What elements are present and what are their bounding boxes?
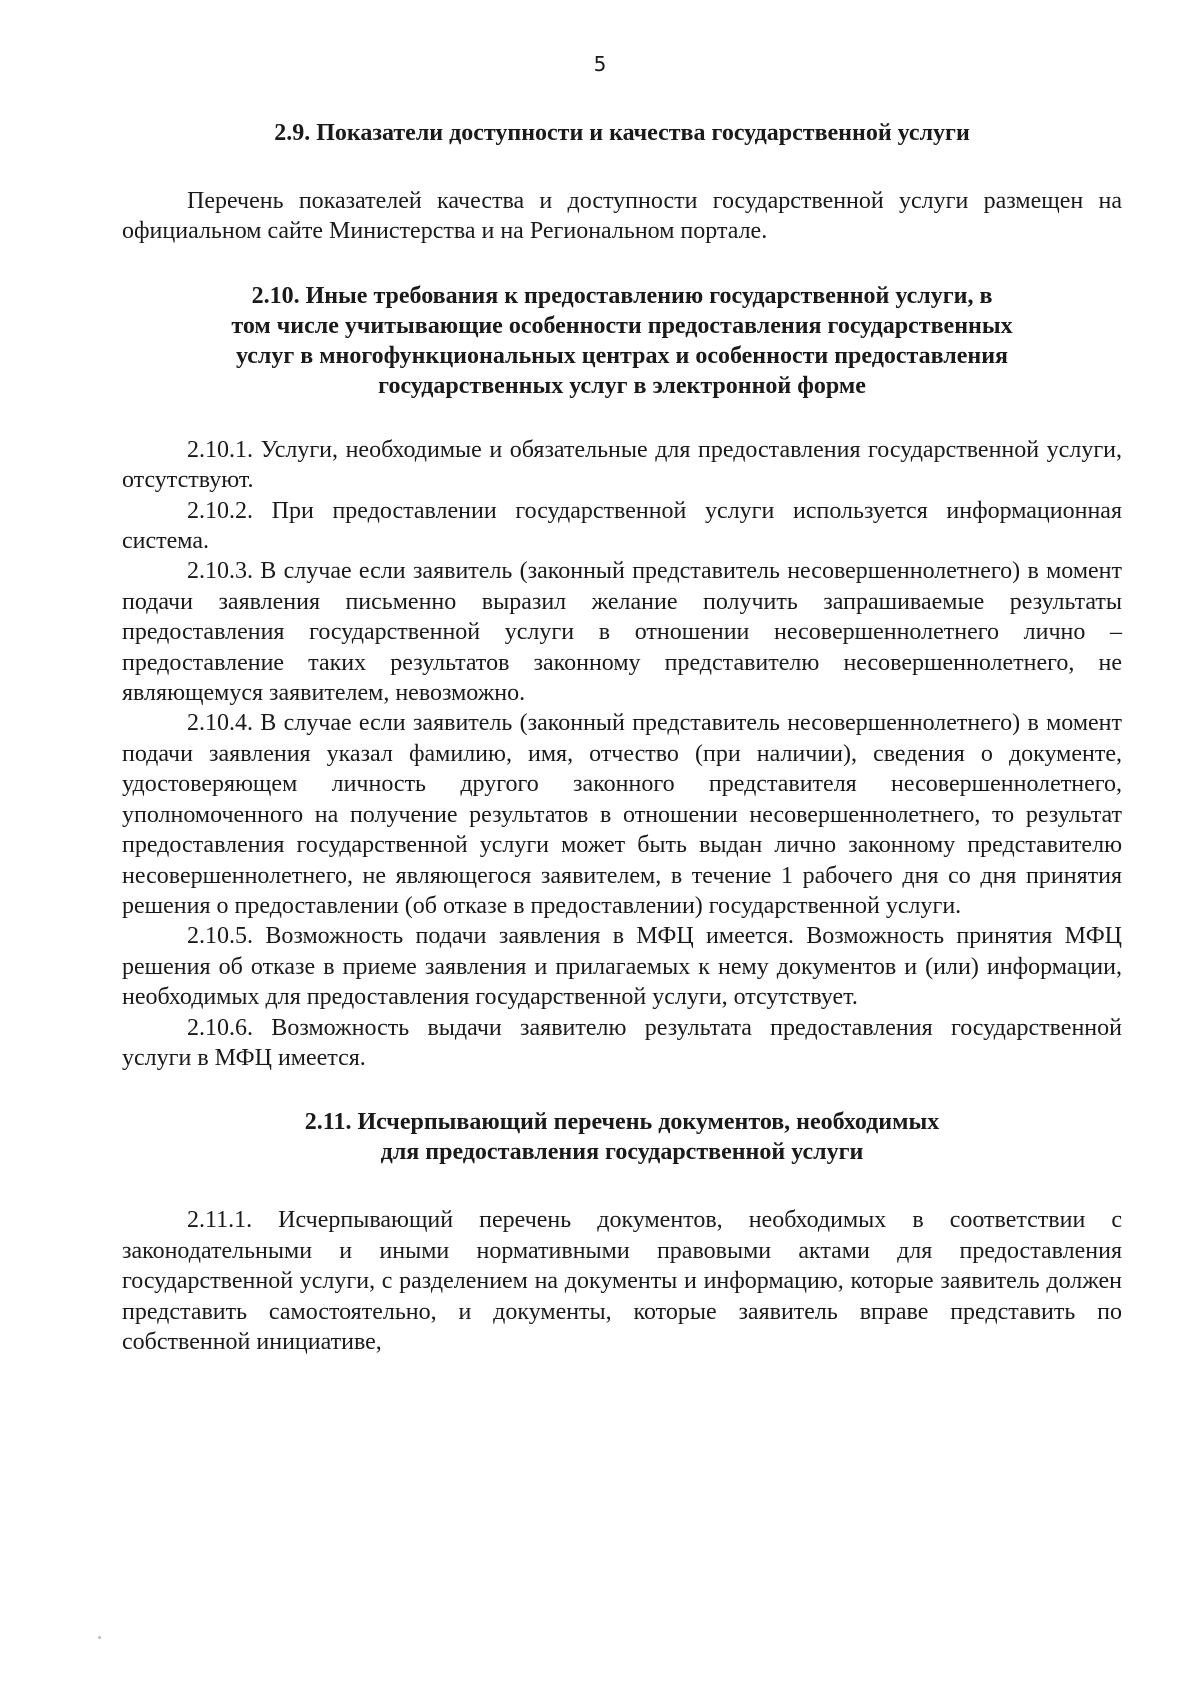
paragraph-2-10-1: 2.10.1. Услуги, необходимые и обязательные для предоставления государственной услуги, отсутствуют. [122,436,1122,494]
paragraph-2-10-4: 2.10.4. В случае если заявитель (законный представитель несовершеннолетнего) в момент подачи заявления указал фамилию, имя, отчество (при наличии), сведения о документе, удостоверяющем личность другого законного представителя несовершеннолетнего, уполномоченного на получение результатов в отношении несовершеннолетнего, то результат предоставления государственной услуги может быть выдан лично законному представителю несовершеннолетнего, не являющегося заявителем, в течение 1 рабочего дня со дня принятия решения о предоставлении (об отказе в предоставлении) государственной услуги. [122,710,1122,919]
paragraph-2-10-2: 2.10.2. При предоставлении государственной услуги используется информационная система. [122,497,1122,555]
section-heading [122,281,1122,401]
heading-line: 2.11. Исчерпывающий перечень документов, необходимых [304,1109,940,1136]
heading-line: государственных услуг в электронной форме [378,372,866,399]
document-body [122,118,1122,1357]
section-2-11 [122,1107,1122,1357]
heading-line: 2.10. Иные требования к предоставлению государственной услуги, в [251,282,993,309]
heading-line: услуг в многофункциональных центрах и особенности предоставления [235,342,1009,369]
section-heading [122,118,1122,148]
section-2-10 [122,281,1122,1074]
paragraph-2-10-5: 2.10.5. Возможность подачи заявления в МФЦ имеется. Возможность принятия МФЦ решения об отказе в приеме заявления и прилагаемых к нему документов и (или) информации, необходимых для предоставления государственной услуги, отсутствует. [122,923,1122,1011]
paragraph-2-10-6: 2.10.6. Возможность выдачи заявителю результата предоставления государственной услуги в МФЦ имеется. [122,1014,1122,1071]
scan-speck [98,1636,101,1639]
paragraph: Перечень показателей качества и доступности государственной услуги размещен на официальном сайте Министерства и на Региональном портале. [122,188,1122,245]
paragraph-2-11-1: 2.11.1. Исчерпывающий перечень документов, необходимых в соответствии с законодательными и иными нормативными правовыми актами для предоставления государственной услуги, с разделением на документы и информацию, которые заявитель должен представить самостоятельно, и документы, которые заявитель вправе представить по собственной инициативе, [122,1207,1122,1355]
section-2-9 [122,118,1122,247]
heading-line: для предоставления государственной услуги [380,1139,864,1166]
page-number: 5 [593,52,607,76]
paragraph-2-10-3: 2.10.3. В случае если заявитель (законный представитель несовершеннолетнего) в момент подачи заявления письменно выразил желание получить запрашиваемые результаты предоставления государственной услуги в отношении несовершеннолетнего лично – предоставление таких результатов законному представителю несовершеннолетнего, не являющемуся заявителем, невозможно. [122,558,1122,707]
section-heading [122,1107,1122,1167]
heading-line: 2.9. Показатели доступности и качества государственной услуги [274,120,970,146]
heading-line: том числе учитывающие особенности предоставления государственных [231,312,1013,339]
